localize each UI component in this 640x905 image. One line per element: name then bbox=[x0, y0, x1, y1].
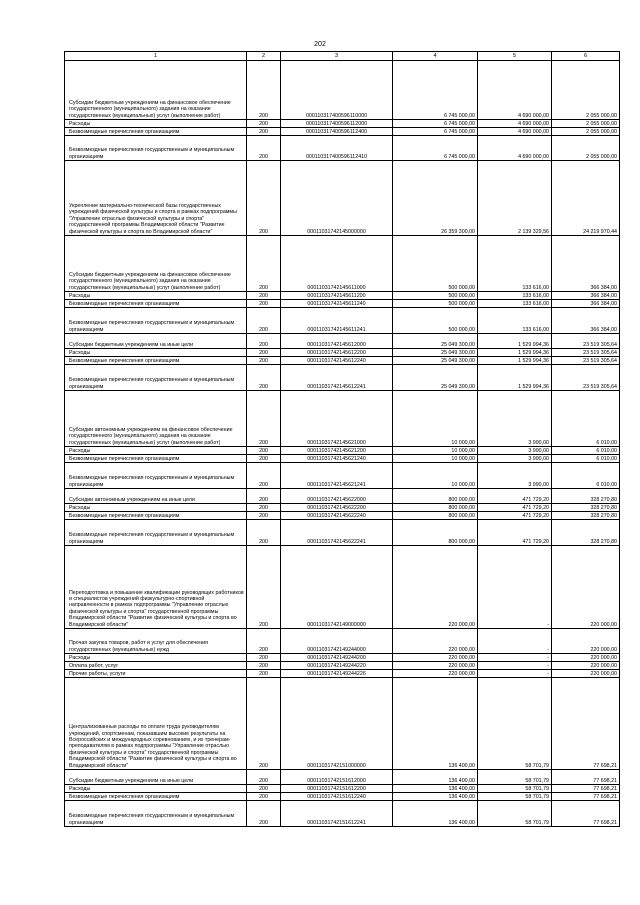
row-approved-cell: 800 000,00 bbox=[393, 520, 478, 546]
row-executed-cell: - bbox=[478, 546, 552, 629]
row-line-code-cell: 200 bbox=[247, 365, 281, 391]
row-approved-cell: 136 400,00 bbox=[393, 793, 478, 801]
row-approved-cell: 10 000,00 bbox=[393, 463, 478, 489]
row-approved-cell: 26 359 300,00 bbox=[393, 161, 478, 236]
table-row bbox=[65, 391, 620, 447]
row-budget-code-cell: 00011031742145612200 bbox=[281, 349, 393, 357]
row-budget-code-cell: 00011031742145621240 bbox=[281, 455, 393, 463]
row-budget-code-cell: 00011031742145622241 bbox=[281, 520, 393, 546]
row-budget-code-cell: 00011031742145621000 bbox=[281, 391, 393, 447]
row-line-code-cell: 200 bbox=[247, 308, 281, 334]
header-cell: 1 bbox=[65, 52, 247, 61]
row-budget-code-cell: 000110317400596112400 bbox=[281, 128, 393, 136]
row-line-code-cell: 200 bbox=[247, 447, 281, 455]
row-name-cell: Расходы bbox=[65, 349, 247, 357]
row-name-cell: Субсидии автономным учреждениям на иные цели bbox=[65, 489, 247, 504]
row-executed-cell: 4 690 000,00 bbox=[478, 61, 552, 120]
row-name-cell: Централизованные расходы по оплате труда руководителям учреждений, спортсменам, показавшим высокие результаты на Всероссийских и международных соревнованиях, и их тренерам-преподавателям в рамках подпрограммы "Управление отраслью физической культуры и спорта" государственной программы Владимирской области "Развитие физической культуры и спорта во Владимирской области" bbox=[65, 678, 247, 770]
row-executed-cell: 1 529 994,36 bbox=[478, 334, 552, 349]
row-executed-cell: 133 616,00 bbox=[478, 308, 552, 334]
row-executed-cell: 3 990,00 bbox=[478, 447, 552, 455]
row-remaining-cell: 23 519 305,64 bbox=[552, 334, 620, 349]
table-row bbox=[65, 292, 620, 300]
table-row bbox=[65, 793, 620, 801]
row-remaining-cell: 6 010,00 bbox=[552, 447, 620, 455]
row-name-cell: Безвозмездные перечисления организациям bbox=[65, 512, 247, 520]
row-line-code-cell: 200 bbox=[247, 161, 281, 236]
row-budget-code-cell: 00011031742151612200 bbox=[281, 785, 393, 793]
table-row bbox=[65, 61, 620, 120]
row-name-cell: Безвозмездные перечисления государственным и муниципальным организациям bbox=[65, 136, 247, 161]
header-cell: 6 bbox=[552, 52, 620, 61]
table-row bbox=[65, 334, 620, 349]
row-remaining-cell: 6 010,00 bbox=[552, 455, 620, 463]
table-row bbox=[65, 308, 620, 334]
row-name-cell: Субсидии автономным учреждениям на финансовое обеспечение государственного (муниципального) задания на оказание государственных (муниципальных) услуг (выполнение работ) bbox=[65, 391, 247, 447]
row-approved-cell: 220 000,00 bbox=[393, 629, 478, 654]
row-remaining-cell: 328 270,80 bbox=[552, 489, 620, 504]
row-name-cell: Расходы bbox=[65, 447, 247, 455]
row-executed-cell: - bbox=[478, 629, 552, 654]
row-budget-code-cell: 000110317400596110000 bbox=[281, 61, 393, 120]
row-executed-cell: 3 990,00 bbox=[478, 391, 552, 447]
row-executed-cell: 4 690 000,00 bbox=[478, 128, 552, 136]
header-cell: 3 bbox=[281, 52, 393, 61]
row-remaining-cell: 366 384,00 bbox=[552, 308, 620, 334]
row-budget-code-cell: 00011031742145612000 bbox=[281, 334, 393, 349]
row-line-code-cell: 200 bbox=[247, 793, 281, 801]
row-approved-cell: 10 000,00 bbox=[393, 391, 478, 447]
row-remaining-cell: 23 519 305,64 bbox=[552, 365, 620, 391]
table-row bbox=[65, 300, 620, 308]
row-line-code-cell: 200 bbox=[247, 629, 281, 654]
row-remaining-cell: 77 698,21 bbox=[552, 793, 620, 801]
row-line-code-cell: 200 bbox=[247, 662, 281, 670]
row-budget-code-cell: 000110317400596112000 bbox=[281, 120, 393, 128]
row-remaining-cell: 6 010,00 bbox=[552, 463, 620, 489]
row-executed-cell: 58 701,79 bbox=[478, 801, 552, 827]
table-row bbox=[65, 504, 620, 512]
row-executed-cell: 133 616,00 bbox=[478, 300, 552, 308]
row-budget-code-cell: 00011031742149244000 bbox=[281, 629, 393, 654]
row-budget-code-cell: 00011031742151000000 bbox=[281, 678, 393, 770]
row-budget-code-cell: 00011031742149244226 bbox=[281, 670, 393, 678]
row-approved-cell: 136 400,00 bbox=[393, 770, 478, 785]
row-approved-cell: 25 049 300,00 bbox=[393, 349, 478, 357]
row-remaining-cell: 328 270,80 bbox=[552, 504, 620, 512]
row-remaining-cell: 2 055 000,00 bbox=[552, 136, 620, 161]
row-line-code-cell: 200 bbox=[247, 654, 281, 662]
row-name-cell: Прочая закупка товаров, работ и услуг для обеспечения государственных (муниципальных) нужд bbox=[65, 629, 247, 654]
table-row bbox=[65, 670, 620, 678]
row-executed-cell: 3 990,00 bbox=[478, 463, 552, 489]
row-line-code-cell: 200 bbox=[247, 455, 281, 463]
table-row bbox=[65, 629, 620, 654]
table-row bbox=[65, 463, 620, 489]
row-remaining-cell: 77 698,21 bbox=[552, 801, 620, 827]
row-approved-cell: 136 400,00 bbox=[393, 785, 478, 793]
row-remaining-cell: 2 055 000,00 bbox=[552, 128, 620, 136]
row-budget-code-cell: 00011031742149000000 bbox=[281, 546, 393, 629]
row-approved-cell: 25 049 300,00 bbox=[393, 334, 478, 349]
row-line-code-cell: 200 bbox=[247, 801, 281, 827]
row-executed-cell: 58 701,79 bbox=[478, 785, 552, 793]
row-line-code-cell: 200 bbox=[247, 504, 281, 512]
row-budget-code-cell: 00011031742145611240 bbox=[281, 300, 393, 308]
row-approved-cell: 500 000,00 bbox=[393, 236, 478, 292]
row-name-cell: Безвозмездные перечисления государственным и муниципальным организациям bbox=[65, 463, 247, 489]
row-approved-cell: 500 000,00 bbox=[393, 308, 478, 334]
table-row bbox=[65, 801, 620, 827]
row-name-cell: Безвозмездные перечисления государственным и муниципальным организациям bbox=[65, 308, 247, 334]
row-line-code-cell: 200 bbox=[247, 770, 281, 785]
row-budget-code-cell: 00011031742145611000 bbox=[281, 236, 393, 292]
row-approved-cell: 220 000,00 bbox=[393, 662, 478, 670]
row-executed-cell: 3 990,00 bbox=[478, 455, 552, 463]
table-row bbox=[65, 654, 620, 662]
row-name-cell: Субсидии бюджетным учреждениям на иные цели bbox=[65, 770, 247, 785]
row-line-code-cell: 200 bbox=[247, 520, 281, 546]
row-budget-code-cell: 00011031742151612241 bbox=[281, 801, 393, 827]
row-line-code-cell: 200 bbox=[247, 236, 281, 292]
row-approved-cell: 800 000,00 bbox=[393, 504, 478, 512]
row-name-cell: Расходы bbox=[65, 785, 247, 793]
row-executed-cell: 58 701,79 bbox=[478, 770, 552, 785]
row-executed-cell: 133 616,00 bbox=[478, 236, 552, 292]
row-remaining-cell: 2 055 000,00 bbox=[552, 120, 620, 128]
row-approved-cell: 220 000,00 bbox=[393, 670, 478, 678]
row-line-code-cell: 200 bbox=[247, 61, 281, 120]
row-executed-cell: 58 701,79 bbox=[478, 793, 552, 801]
row-approved-cell: 800 000,00 bbox=[393, 512, 478, 520]
row-executed-cell: 471 729,20 bbox=[478, 504, 552, 512]
row-executed-cell: 4 690 000,00 bbox=[478, 136, 552, 161]
row-executed-cell: 4 690 000,00 bbox=[478, 120, 552, 128]
table-row bbox=[65, 365, 620, 391]
row-executed-cell: 471 729,20 bbox=[478, 512, 552, 520]
table-row bbox=[65, 662, 620, 670]
row-name-cell: Субсидии бюджетным учреждениям на иные цели bbox=[65, 334, 247, 349]
row-name-cell: Расходы bbox=[65, 504, 247, 512]
row-remaining-cell: 366 384,00 bbox=[552, 236, 620, 292]
row-budget-code-cell: 00011031742149244200 bbox=[281, 654, 393, 662]
row-name-cell: Безвозмездные перечисления организациям bbox=[65, 300, 247, 308]
row-budget-code-cell: 00011031742145622200 bbox=[281, 504, 393, 512]
row-budget-code-cell: 00011031742145622000 bbox=[281, 489, 393, 504]
row-approved-cell: 220 000,00 bbox=[393, 654, 478, 662]
table-row bbox=[65, 447, 620, 455]
row-name-cell: Безвозмездные перечисления организациям bbox=[65, 128, 247, 136]
table-row bbox=[65, 455, 620, 463]
row-executed-cell: 2 139 329,56 bbox=[478, 161, 552, 236]
header-cell: 2 bbox=[247, 52, 281, 61]
row-name-cell: Укрепление материально-технической базы государственных учреждений физической культуры и спорта в рамках подпрограммы "Управление отраслью физической культуры и спорта" государственной программы Владимирской области "Развитие физической культуры и спорта во Владимирской области" bbox=[65, 161, 247, 236]
row-line-code-cell: 200 bbox=[247, 463, 281, 489]
row-remaining-cell: 328 270,80 bbox=[552, 512, 620, 520]
row-name-cell: Безвозмездные перечисления организациям bbox=[65, 455, 247, 463]
row-name-cell: Безвозмездные перечисления организациям bbox=[65, 793, 247, 801]
row-remaining-cell: 366 384,00 bbox=[552, 292, 620, 300]
row-executed-cell: 133 616,00 bbox=[478, 292, 552, 300]
row-budget-code-cell: 00011031742149244220 bbox=[281, 662, 393, 670]
row-executed-cell: - bbox=[478, 662, 552, 670]
header-cell: 4 bbox=[393, 52, 478, 61]
row-remaining-cell: 328 270,80 bbox=[552, 520, 620, 546]
row-line-code-cell: 200 bbox=[247, 292, 281, 300]
table-row bbox=[65, 120, 620, 128]
row-line-code-cell: 200 bbox=[247, 785, 281, 793]
row-approved-cell: 136 400,00 bbox=[393, 678, 478, 770]
row-name-cell: Субсидии бюджетным учреждениям на финансовое обеспечение государственного (муниципального) задания на оказание государственных (муниципальных) услуг (выполнение работ) bbox=[65, 61, 247, 120]
row-budget-code-cell: 00011031742145612241 bbox=[281, 365, 393, 391]
row-name-cell: Субсидии бюджетным учреждениям на финансовое обеспечение государственного (муниципального) задания на оказание государственных (муниципальных) услуг (выполнение работ) bbox=[65, 236, 247, 292]
row-budget-code-cell: 00011031742151612000 bbox=[281, 770, 393, 785]
row-line-code-cell: 200 bbox=[247, 136, 281, 161]
row-name-cell: Безвозмездные перечисления государственным и муниципальным организациям bbox=[65, 520, 247, 546]
table-row bbox=[65, 785, 620, 793]
row-approved-cell: 136 400,00 bbox=[393, 801, 478, 827]
row-line-code-cell: 200 bbox=[247, 300, 281, 308]
row-name-cell: Прочие работы, услуги bbox=[65, 670, 247, 678]
header-row bbox=[65, 52, 620, 61]
row-remaining-cell: 23 519 305,64 bbox=[552, 357, 620, 365]
row-name-cell: Расходы bbox=[65, 292, 247, 300]
table-row bbox=[65, 546, 620, 629]
row-remaining-cell: 77 698,21 bbox=[552, 770, 620, 785]
budget-table bbox=[64, 51, 620, 827]
row-executed-cell: - bbox=[478, 670, 552, 678]
row-remaining-cell: 77 698,21 bbox=[552, 785, 620, 793]
row-remaining-cell: 220 000,00 bbox=[552, 654, 620, 662]
table-row bbox=[65, 678, 620, 770]
row-budget-code-cell: 00011031742145611200 bbox=[281, 292, 393, 300]
row-remaining-cell: 6 010,00 bbox=[552, 391, 620, 447]
table-row bbox=[65, 512, 620, 520]
table-row bbox=[65, 236, 620, 292]
row-remaining-cell: 23 519 305,64 bbox=[552, 349, 620, 357]
row-executed-cell: 1 529 994,36 bbox=[478, 349, 552, 357]
row-name-cell: Безвозмездные перечисления государственным и муниципальным организациям bbox=[65, 801, 247, 827]
table-row bbox=[65, 520, 620, 546]
row-line-code-cell: 200 bbox=[247, 357, 281, 365]
row-executed-cell: 1 529 994,36 bbox=[478, 357, 552, 365]
row-name-cell: Расходы bbox=[65, 654, 247, 662]
row-approved-cell: 6 745 000,00 bbox=[393, 61, 478, 120]
row-line-code-cell: 200 bbox=[247, 670, 281, 678]
row-approved-cell: 25 049 300,00 bbox=[393, 357, 478, 365]
row-budget-code-cell: 000110317400596112410 bbox=[281, 136, 393, 161]
row-executed-cell: 58 701,79 bbox=[478, 678, 552, 770]
row-line-code-cell: 200 bbox=[247, 678, 281, 770]
row-approved-cell: 220 000,00 bbox=[393, 546, 478, 629]
row-remaining-cell: 24 219 970,44 bbox=[552, 161, 620, 236]
table-row bbox=[65, 128, 620, 136]
row-remaining-cell: 2 055 000,00 bbox=[552, 61, 620, 120]
row-remaining-cell: 220 000,00 bbox=[552, 546, 620, 629]
row-executed-cell: 471 729,20 bbox=[478, 520, 552, 546]
row-name-cell: Оплата работ, услуг bbox=[65, 662, 247, 670]
row-name-cell: Расходы bbox=[65, 120, 247, 128]
row-approved-cell: 500 000,00 bbox=[393, 292, 478, 300]
row-executed-cell: - bbox=[478, 654, 552, 662]
row-line-code-cell: 200 bbox=[247, 128, 281, 136]
row-line-code-cell: 200 bbox=[247, 546, 281, 629]
table-row bbox=[65, 357, 620, 365]
row-line-code-cell: 200 bbox=[247, 334, 281, 349]
row-name-cell: Переподготовка и повышение квалификации руководящих работников и специалистов учреждений физкультурно-спортивной направленности в рамках подпрограммы "Управление отраслью физической культуры и спорта" государственной программы Владимирской области "Развитие физической культуры и спорта во Владимирской области" bbox=[65, 546, 247, 629]
row-line-code-cell: 200 bbox=[247, 489, 281, 504]
row-remaining-cell: 220 000,00 bbox=[552, 670, 620, 678]
table-row bbox=[65, 489, 620, 504]
row-approved-cell: 6 745 000,00 bbox=[393, 128, 478, 136]
row-approved-cell: 500 000,00 bbox=[393, 300, 478, 308]
row-line-code-cell: 200 bbox=[247, 512, 281, 520]
row-remaining-cell: 220 000,00 bbox=[552, 629, 620, 654]
row-name-cell: Безвозмездные перечисления организациям bbox=[65, 357, 247, 365]
table-row bbox=[65, 349, 620, 357]
row-budget-code-cell: 00011031742145611241 bbox=[281, 308, 393, 334]
row-budget-code-cell: 00011031742145621241 bbox=[281, 463, 393, 489]
row-approved-cell: 25 049 300,00 bbox=[393, 365, 478, 391]
row-budget-code-cell: 00011031742145621200 bbox=[281, 447, 393, 455]
row-remaining-cell: 77 698,21 bbox=[552, 678, 620, 770]
row-remaining-cell: 220 000,00 bbox=[552, 662, 620, 670]
row-approved-cell: 10 000,00 bbox=[393, 447, 478, 455]
row-approved-cell: 6 745 000,00 bbox=[393, 136, 478, 161]
table-row bbox=[65, 161, 620, 236]
row-budget-code-cell: 00011031742151612240 bbox=[281, 793, 393, 801]
row-budget-code-cell: 00011031742145612240 bbox=[281, 357, 393, 365]
row-line-code-cell: 200 bbox=[247, 349, 281, 357]
row-executed-cell: 1 529 994,36 bbox=[478, 365, 552, 391]
row-approved-cell: 6 745 000,00 bbox=[393, 120, 478, 128]
table-row bbox=[65, 770, 620, 785]
row-approved-cell: 800 000,00 bbox=[393, 489, 478, 504]
row-approved-cell: 10 000,00 bbox=[393, 455, 478, 463]
row-executed-cell: 471 729,20 bbox=[478, 489, 552, 504]
row-line-code-cell: 200 bbox=[247, 391, 281, 447]
row-remaining-cell: 366 384,00 bbox=[552, 300, 620, 308]
page-number: 202 bbox=[314, 41, 326, 48]
header-cell: 5 bbox=[478, 52, 552, 61]
row-name-cell: Безвозмездные перечисления государственным и муниципальным организациям bbox=[65, 365, 247, 391]
table-row bbox=[65, 136, 620, 161]
row-budget-code-cell: 00011031742145622240 bbox=[281, 512, 393, 520]
row-budget-code-cell: 00011031742145000000 bbox=[281, 161, 393, 236]
row-line-code-cell: 200 bbox=[247, 120, 281, 128]
